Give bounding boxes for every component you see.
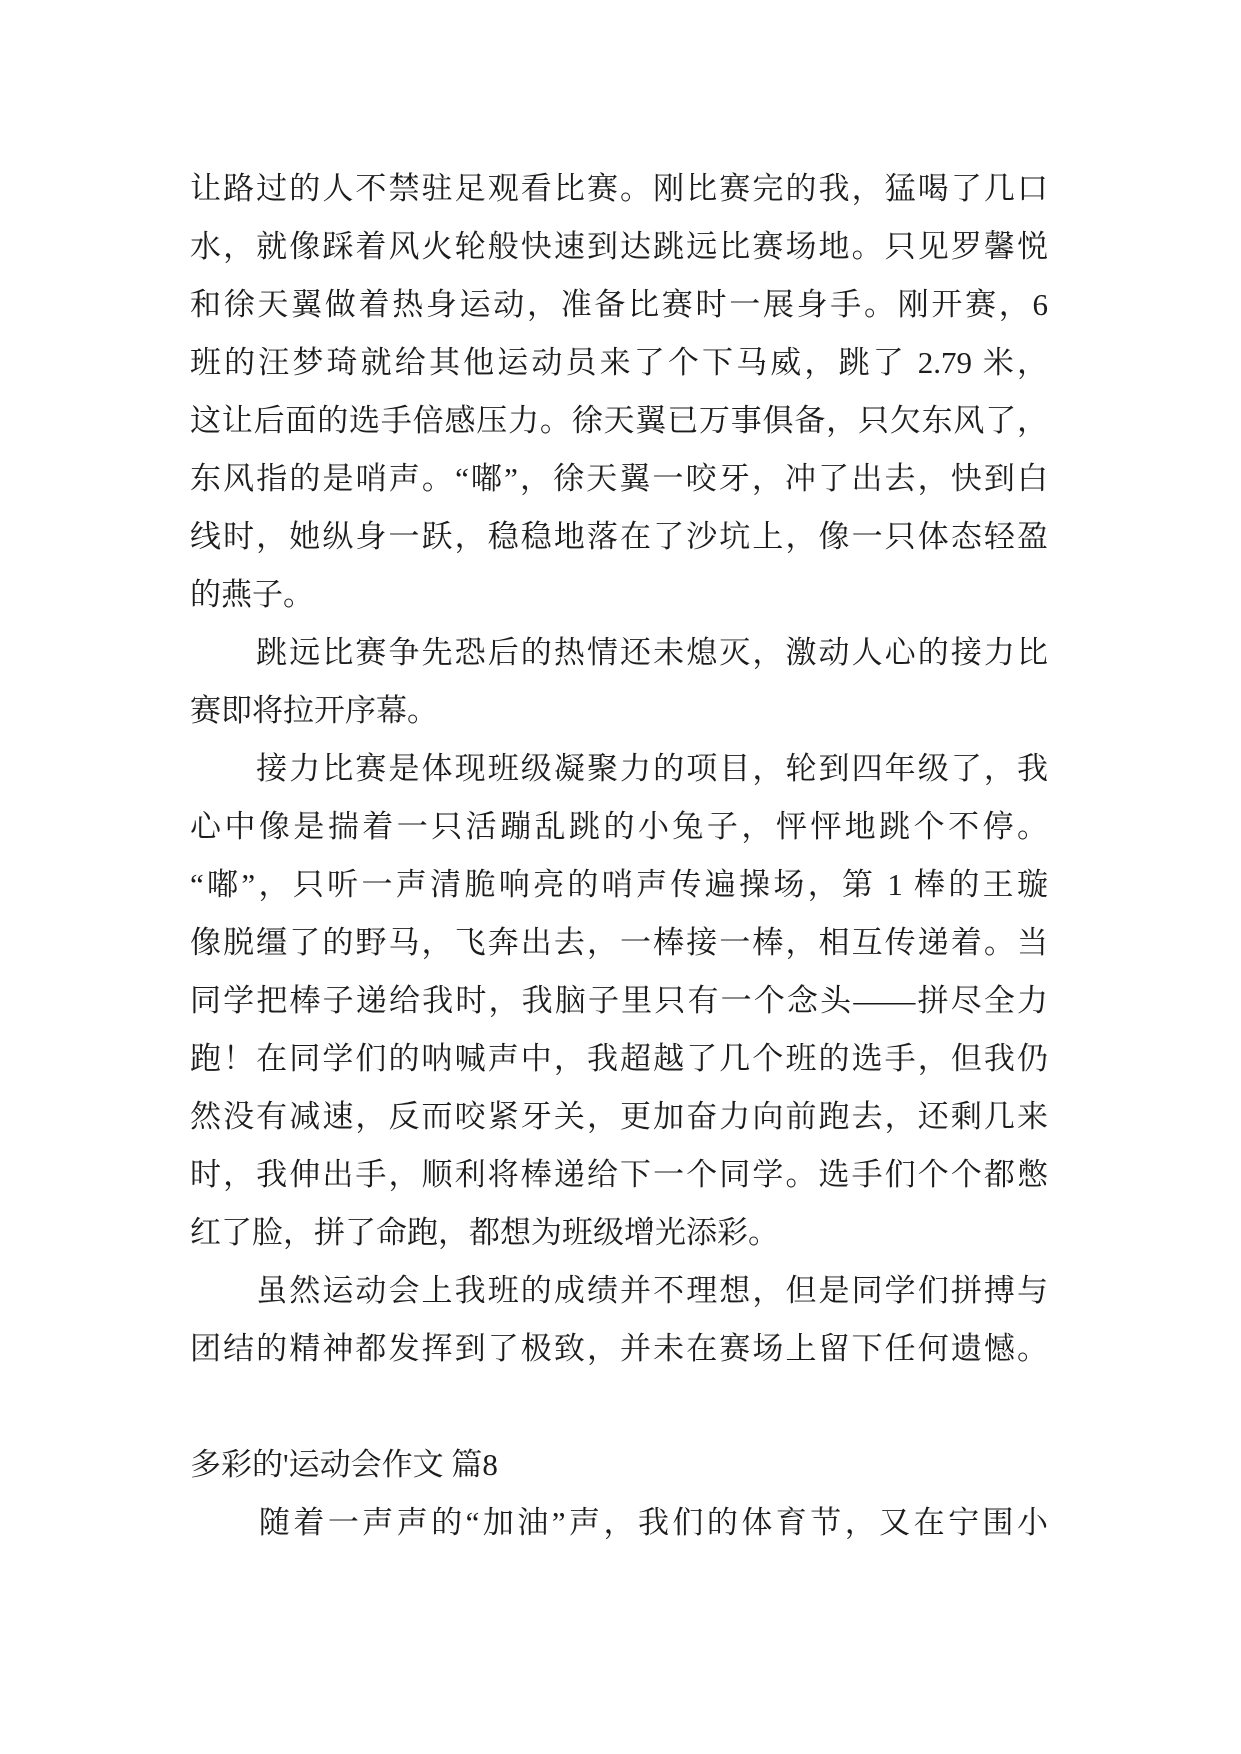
text-line: 线时，她纵身一跃，稳稳地落在了沙坑上，像一只体态轻盈 <box>190 519 1048 554</box>
text-line: 同学把棒子递给我时，我脑子里只有一个念头——拼尽全力 <box>190 983 1048 1018</box>
text-line: 团结的精神都发挥到了极致，并未在赛场上留下任何遗憾。 <box>190 1331 1048 1366</box>
document-body <box>190 160 1048 1552</box>
text-line: 赛即将拉开序幕。 <box>190 693 438 728</box>
text-line: 班的汪梦琦就给其他运动员来了个下马威，跳了 2.79 米， <box>190 345 1048 380</box>
text-line: 虽然运动会上我班的成绩并不理想，但是同学们拼搏与 <box>190 1273 1048 1308</box>
text-line: 和徐天翼做着热身运动，准备比赛时一展身手。刚开赛，6 <box>190 287 1048 322</box>
text-line: 跑！在同学们的呐喊声中，我超越了几个班的选手，但我仍 <box>190 1041 1048 1076</box>
text-line: 东风指的是哨声。“嘟”，徐天翼一咬牙，冲了出去，快到白 <box>190 461 1048 496</box>
text-line: 接力比赛是体现班级凝聚力的项目，轮到四年级了，我 <box>190 751 1048 786</box>
text-line: 的燕子。 <box>190 577 314 612</box>
text-line: 然没有减速，反而咬紧牙关，更加奋力向前跑去，还剩几来 <box>190 1099 1048 1134</box>
text-line: 时，我伸出手，顺利将棒递给下一个同学。选手们个个都憋 <box>190 1157 1048 1192</box>
text-line: 红了脸，拼了命跑，都想为班级增光添彩。 <box>190 1215 779 1250</box>
blank-line <box>190 1378 1048 1436</box>
text-line: “嘟”，只听一声清脆响亮的哨声传遍操场，第 1 棒的王璇 <box>190 867 1048 902</box>
essay-section-heading: 多彩的'运动会作文 篇8 <box>190 1447 498 1482</box>
text-line: 这让后面的选手倍感压力。徐天翼已万事俱备，只欠东风了， <box>190 403 1048 438</box>
text-line: 让路过的人不禁驻足观看比赛。刚比赛完的我，猛喝了几口 <box>190 171 1048 206</box>
text-line: 心中像是揣着一只活蹦乱跳的小兔子，怦怦地跳个不停。 <box>190 809 1048 844</box>
text-line: 随着一声声的“加油”声，我们的体育节，又在宁围小 <box>190 1505 1048 1540</box>
text-line: 像脱缰了的野马，飞奔出去，一棒接一棒，相互传递着。当 <box>190 925 1048 960</box>
text-line: 跳远比赛争先恐后的热情还未熄灭，激动人心的接力比 <box>190 635 1048 670</box>
text-line: 水，就像踩着风火轮般快速到达跳远比赛场地。只见罗馨悦 <box>190 229 1048 264</box>
